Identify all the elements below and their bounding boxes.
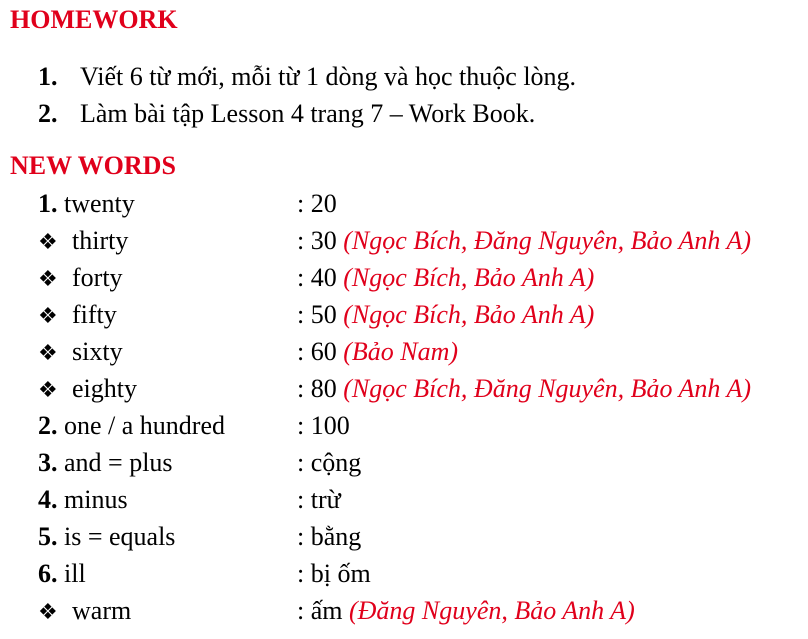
student-names-note: (Đăng Nguyên, Bảo Anh A) <box>349 596 635 625</box>
word-meaning: : cộng <box>297 448 362 477</box>
student-names-note: (Bảo Nam) <box>343 337 459 366</box>
homework-item-number: 2. <box>38 99 58 128</box>
word-text: eighty <box>72 374 137 403</box>
word-meaning: : trừ <box>297 485 341 514</box>
word-text: one / a hundred <box>57 411 226 440</box>
word-number: 2. <box>38 411 58 440</box>
word-definition <box>297 372 751 406</box>
word-term <box>38 409 225 443</box>
diamond-bullet-icon: ❖ <box>38 267 58 292</box>
homework-item-number: 1. <box>38 62 58 91</box>
word-definition <box>297 187 337 221</box>
word-term <box>38 224 128 260</box>
word-row <box>38 298 808 332</box>
new-words-heading: NEW WORDS <box>10 151 176 180</box>
word-meaning: : 30 <box>297 226 344 255</box>
word-row <box>38 557 808 591</box>
word-meaning: : 40 <box>297 263 344 292</box>
word-number: 4. <box>38 485 58 514</box>
word-meaning: : 20 <box>297 189 337 218</box>
word-definition <box>297 335 458 369</box>
word-meaning: : bằng <box>297 522 362 551</box>
diamond-bullet-icon: ❖ <box>38 378 58 403</box>
word-term <box>38 520 175 554</box>
word-row <box>38 483 808 517</box>
word-row <box>38 594 808 628</box>
word-definition <box>297 446 361 480</box>
word-number: 6. <box>38 559 58 588</box>
word-row <box>38 224 808 258</box>
word-row <box>38 335 808 369</box>
word-text: sixty <box>72 337 123 366</box>
word-text: minus <box>57 485 128 514</box>
word-text: and = plus <box>57 448 173 477</box>
word-row <box>38 446 808 480</box>
diamond-bullet-icon: ❖ <box>38 230 58 255</box>
word-number: 1. <box>38 189 58 218</box>
word-meaning: : 60 <box>297 337 344 366</box>
word-definition <box>297 557 371 591</box>
word-definition <box>297 224 751 258</box>
word-meaning: : 50 <box>297 300 344 329</box>
word-text: forty <box>72 263 123 292</box>
word-definition <box>297 298 594 332</box>
word-number: 5. <box>38 522 58 551</box>
homework-item-2 <box>38 99 535 129</box>
word-row <box>38 187 808 221</box>
homework-item-1 <box>38 62 576 92</box>
word-term <box>38 483 128 517</box>
word-definition <box>297 409 350 443</box>
diamond-bullet-icon: ❖ <box>38 341 58 366</box>
student-names-note: (Ngọc Bích, Đăng Nguyên, Bảo Anh A) <box>343 226 751 255</box>
word-definition <box>297 261 594 295</box>
word-text: thirty <box>72 226 129 255</box>
word-row <box>38 261 808 295</box>
student-names-note: (Ngọc Bích, Bảo Anh A) <box>343 263 595 292</box>
word-term <box>38 557 86 591</box>
diamond-bullet-icon: ❖ <box>38 304 58 329</box>
student-names-note: (Ngọc Bích, Bảo Anh A) <box>343 300 595 329</box>
word-meaning: : 80 <box>297 374 344 403</box>
word-text: warm <box>72 596 132 625</box>
word-row <box>38 372 808 406</box>
word-term <box>38 261 123 297</box>
word-number: 3. <box>38 448 58 477</box>
word-text: fifty <box>72 300 117 329</box>
word-row <box>38 520 808 554</box>
word-term <box>38 372 137 408</box>
homework-heading: HOMEWORK <box>10 5 178 34</box>
homework-item-text: Làm bài tập Lesson 4 trang 7 – Work Book. <box>80 99 536 128</box>
word-meaning: : bị ốm <box>297 559 371 588</box>
diamond-bullet-icon: ❖ <box>38 600 58 625</box>
word-row <box>38 409 808 443</box>
word-meaning: : ấm <box>297 596 349 625</box>
word-term <box>38 335 123 371</box>
word-definition <box>297 594 635 628</box>
word-term <box>38 446 173 480</box>
word-term <box>38 187 135 221</box>
word-term <box>38 594 131 630</box>
word-text: ill <box>57 559 86 588</box>
word-meaning: : 100 <box>297 411 350 440</box>
word-text: twenty <box>57 189 135 218</box>
word-definition <box>297 520 361 554</box>
homework-item-text: Viết 6 từ mới, mỗi từ 1 dòng và học thuộc lòng. <box>80 62 577 91</box>
word-definition <box>297 483 341 517</box>
word-text: is = equals <box>57 522 176 551</box>
student-names-note: (Ngọc Bích, Đăng Nguyên, Bảo Anh A) <box>343 374 751 403</box>
word-term <box>38 298 117 334</box>
